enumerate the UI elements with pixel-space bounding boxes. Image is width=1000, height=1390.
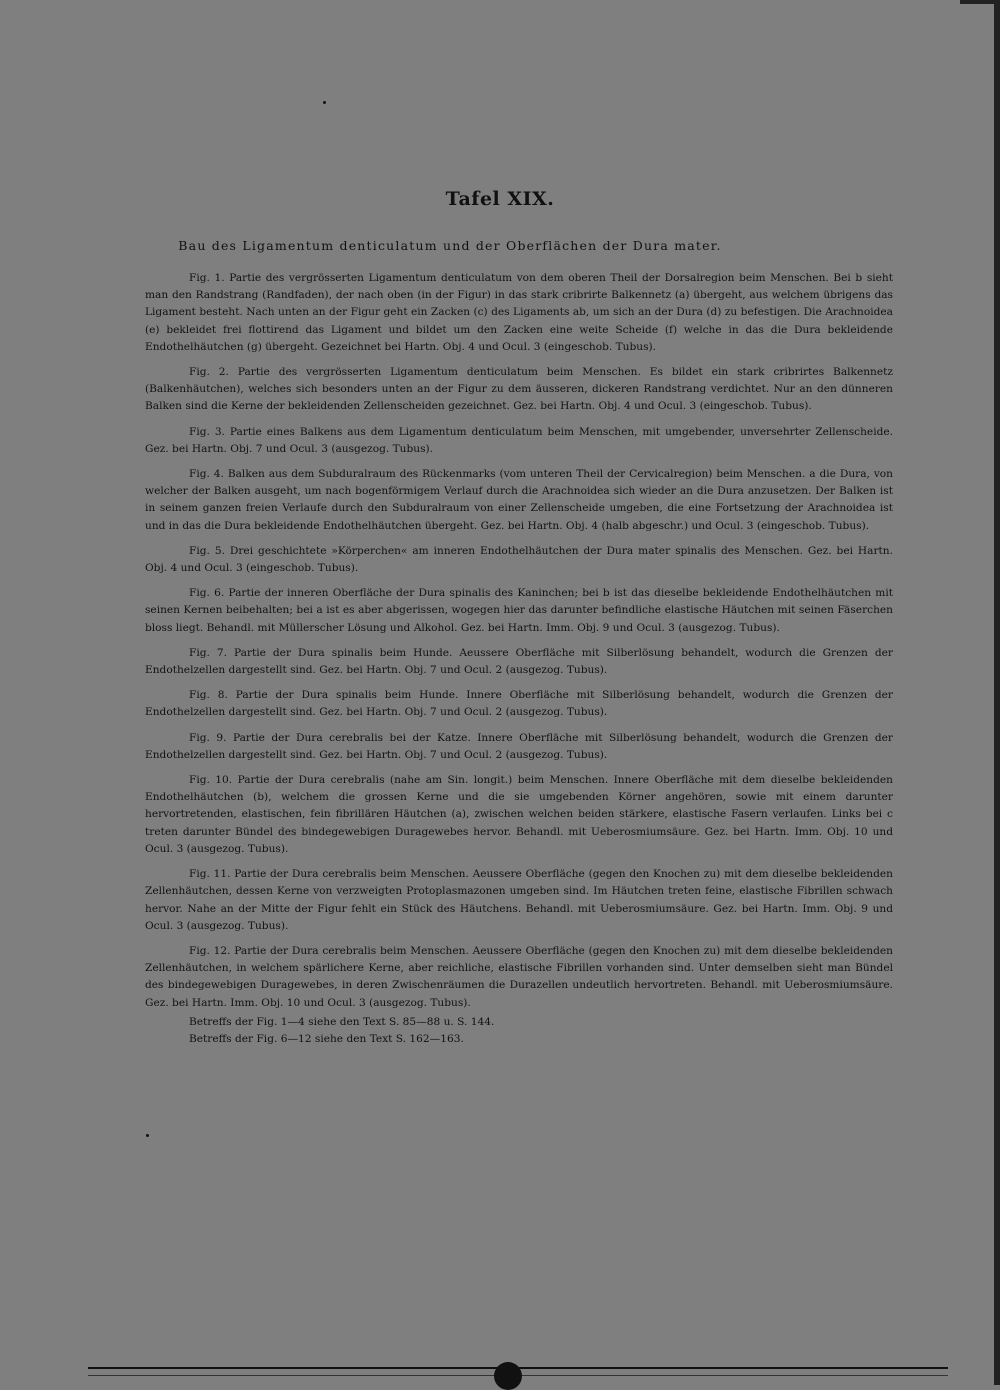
figure-caption-11: Fig. 11. Partie der Dura cerebralis beim Menschen. Aeussere Oberfläche (gegen den Knochen zu) mit dem dieselbe bekleidenden Zellenhäutchen, dessen Kerne von verzweigten Protoplasmazonen umgeben sind. Im Häutchen treten feine, elastische Fibrillen schwach hervor. Nahe an der Mitte der Figur fehlt ein Stück des Häutchens. Behandl. mit Ueberosmiumsäure. Gez. bei Hartn. Imm. Obj. 9 und Ocul. 3 (ausgezog. Tubus). bbox=[145, 868, 893, 932]
figure-caption-12: Fig. 12. Partie der Dura cerebralis beim Menschen. Aeussere Oberfläche (gegen den Knochen zu) mit dem dieselbe bekleidenden Zellenhäutchen, in welchem spärlichere Kerne, aber reichliche, elastische Fibrillen vorhanden sind. Unter demselben sieht man Bündel des bindegewebigen Duragewebes, in deren Zwischenräumen die Durazellen undeutlich hervortreten. Behandl. mit Ueberosmiumsäure. Gez. bei Hartn. Imm. Obj. 10 und Ocul. 3 (ausgezog. Tubus). bbox=[145, 944, 893, 1009]
figure-caption-5: Fig. 5. Drei geschichtete »Körperchen« am inneren Endothelhäutchen der Dura mater spinalis des Menschen. Gez. bei Hartn. Obj. 4 und Ocul. 3 (eingeschob. Tubus). bbox=[145, 544, 893, 575]
figure-caption-1: Fig. 1. Partie des vergrösserten Ligamentum denticulatum von dem oberen Theil der Dorsalregion beim Menschen. Bei b sieht man den Randstrang (Randfaden), der nach oben (in der Figur) in das stark cribrirte Balkennetz (a) übergeht, aus welchem übrigens das Ligament besteht. Nach unten an der Figur geht ein Zacken (c) des Ligaments ab, um sich an der Dura (d) zu befestigen. Die Arachnoidea (e) bekleidet frei flottirend das Ligament und bildet um den Zacken eine weite Scheide (f) welche in das die Dura bekleidende Endothelhäutchen (g) übergeht. Gezeichnet bei Hartn. Obj. 4 und Ocul. 3 (eingeschob. Tubus). bbox=[145, 272, 893, 353]
figure-caption-2: Fig. 2. Partie des vergrösserten Ligamentum denticulatum beim Menschen. Es bildet ein stark cribrirtes Balkennetz (Balkenhäutchen), welches sich besonders unten an der Figur zu dem äusseren, dickeren Randstrang verdichtet. Nur an den dünneren Balken sind die Kerne der bekleidenden Zellenscheiden gezeichnet. Gez. bei Hartn. Obj. 4 und Ocul. 3 (eingeschob. Tubus). bbox=[145, 366, 893, 413]
figure-caption-10: Fig. 10. Partie der Dura cerebralis (nahe am Sin. longit.) beim Menschen. Innere Oberfläche mit dem dieselbe bekleidenden Endothelhäutchen (b), welchem die grossen Kerne und die sie umgebenden Körner angehören, sowie mit einem darunter hervortretenden, elastischen, fein fibrillären Häutchen (a), zwischen welchen beiden stärkere, elastische Fasern verlaufen. Links bei c treten darunter Bündel des bindegewebigen Duragewebes hervor. Behandl. mit Ueberosmiumsäure. Gez. bei Hartn. Imm. Obj. 10 und Ocul. 3 (ausgezog. Tubus). bbox=[145, 774, 893, 855]
scan-edge-top bbox=[960, 0, 1000, 4]
text-reference-2: Betreffs der Fig. 6—12 siehe den Text S. 162—163. bbox=[189, 1032, 464, 1045]
binding-hole-mark bbox=[494, 1362, 522, 1390]
plate-title: Tafel XIX. bbox=[445, 188, 555, 210]
figure-caption-7: Fig. 7. Partie der Dura spinalis beim Hunde. Aeussere Oberfläche mit Silberlösung behandelt, wodurch die Grenzen der Endothelzellen dargestellt sind. Gez. bei Hartn. Obj. 7 und Ocul. 2 (ausgezog. Tubus). bbox=[145, 646, 893, 677]
figure-caption-6: Fig. 6. Partie der inneren Oberfläche der Dura spinalis des Kaninchen; bei b ist das dieselbe bekleidende Endothelhäutchen mit seinen Kernen beibehalten; bei a ist es aber abgerissen, wogegen hier das darunter befindliche elastische Häutchen mit seinen Fäserchen bloss liegt. Behandl. mit Müllerscher Lösung und Alkohol. Gez. bei Hartn. Imm. Obj. 9 und Ocul. 3 (ausgezog. Tubus). bbox=[145, 587, 893, 634]
figure-caption-9: Fig. 9. Partie der Dura cerebralis bei der Katze. Innere Oberfläche mit Silberlösung behandelt, wodurch die Grenzen der Endothelzellen dargestellt sind. Gez. bei Hartn. Obj. 7 und Ocul. 2 (ausgezog. Tubus). bbox=[145, 731, 893, 761]
figure-caption-4: Fig. 4. Balken aus dem Subduralraum des Rückenmarks (vom unteren Theil der Cervicalregion) beim Menschen. a die Dura, von welcher der Balken ausgeht, um nach bogenförmigem Verlauf durch die Arachnoidea sich wieder an die Dura anzusetzen. Der Balken ist in seinem ganzen freien Verlaufe durch den Subduralraum von einer Zellenscheide umgeben, die eine Fortsetzung der Arachnoidea ist und in das die Dura bekleidende Endothelhäutchen übergeht. Gez. bei Hartn. Obj. 4 (halb abgeschr.) und Ocul. 3 (eingeschob. Tubus). bbox=[145, 468, 893, 532]
dust-speck bbox=[146, 1134, 149, 1137]
dust-speck bbox=[323, 101, 326, 104]
figure-caption-8: Fig. 8. Partie der Dura spinalis beim Hunde. Innere Oberfläche mit Silberlösung behandelt, wodurch die Grenzen der Endothelzellen dargestellt sind. Gez. bei Hartn. Obj. 7 und Ocul. 2 (ausgezog. Tubus). bbox=[145, 689, 893, 719]
figure-caption-3: Fig. 3. Partie eines Balkens aus dem Ligamentum denticulatum beim Menschen, mit umgebender, unversehrter Zellenscheide. Gez. bei Hartn. Obj. 7 und Ocul. 3 (ausgezog. Tubus). bbox=[145, 425, 893, 455]
text-reference-1: Betreffs der Fig. 1—4 siehe den Text S. 85—88 u. S. 144. bbox=[189, 1015, 495, 1028]
figure-legend bbox=[145, 270, 893, 1048]
plate-subtitle: Bau des Ligamentum denticulatum und der Oberflächen der Dura mater. bbox=[178, 238, 722, 253]
